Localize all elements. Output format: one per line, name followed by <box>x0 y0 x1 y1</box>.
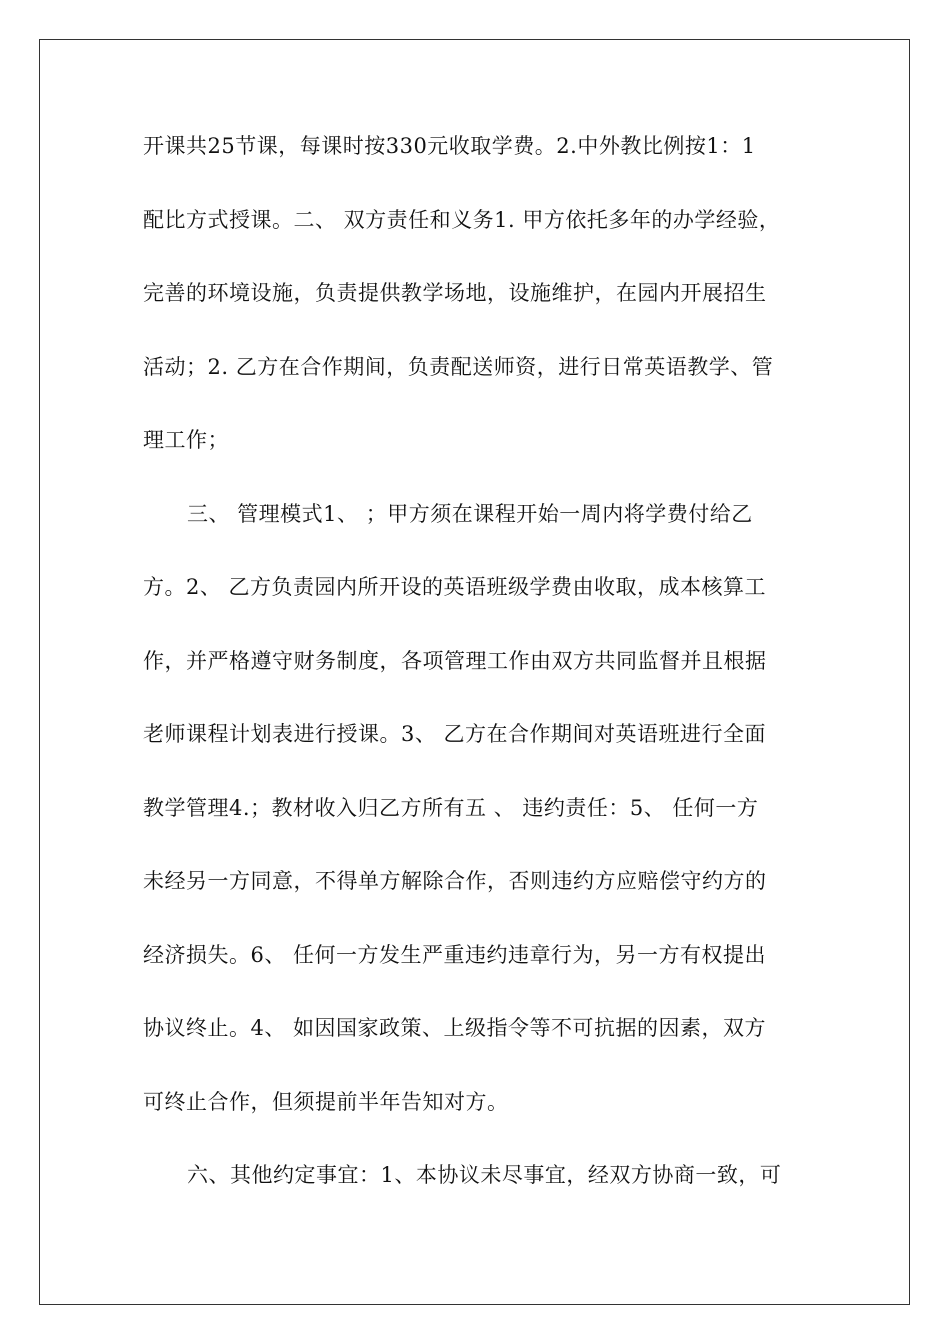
text-line: 教学管理4.；教材收入归乙方所有五 、 违约责任：5、 任何一方 <box>143 795 759 820</box>
text-line: 协议终止。4、 如因国家政策、上级指令等不可抗据的因素，双方 <box>143 1016 767 1040</box>
paragraph-start-line: 六、其他约定事宜：1、本协议未尽事宜，经双方协商一致，可 <box>187 1163 782 1187</box>
text-line: 老师课程计划表进行授课。3、 乙方在合作期间对英语班进行全面 <box>143 722 767 746</box>
document-body <box>143 128 805 1231</box>
text-line: 未经另一方同意，不得单方解除合作，否则违约方应赔偿守约方的 <box>143 869 767 893</box>
text-line: 理工作； <box>143 428 229 452</box>
text-line: 完善的环境设施，负责提供教学场地，设施维护，在园内开展招生 <box>143 281 767 305</box>
text-line: 经济损失。6、 任何一方发生严重违约违章行为，另一方有权提出 <box>143 942 767 967</box>
text-line: 方。2、 乙方负责园内所开设的英语班级学费由收取，成本核算工 <box>143 575 767 599</box>
text-line: 开课共25节课，每课时按330元收取学费。2.中外教比例按1：1 <box>143 134 756 158</box>
text-line: 可终止合作，但须提前半年告知对方。 <box>143 1089 509 1114</box>
text-line: 作，并严格遵守财务制度，各项管理工作由双方共同监督并且根据 <box>143 648 767 673</box>
text-line: 配比方式授课。二、 双方责任和义务1. 甲方依托多年的办学经验， <box>143 207 781 232</box>
paragraph-start-line: 三、 管理模式1、 ；甲方须在课程开始一周内将学费付给乙 <box>187 501 753 526</box>
text-line: 活动；2. 乙方在合作期间，负责配送师资，进行日常英语教学、管 <box>143 354 774 379</box>
